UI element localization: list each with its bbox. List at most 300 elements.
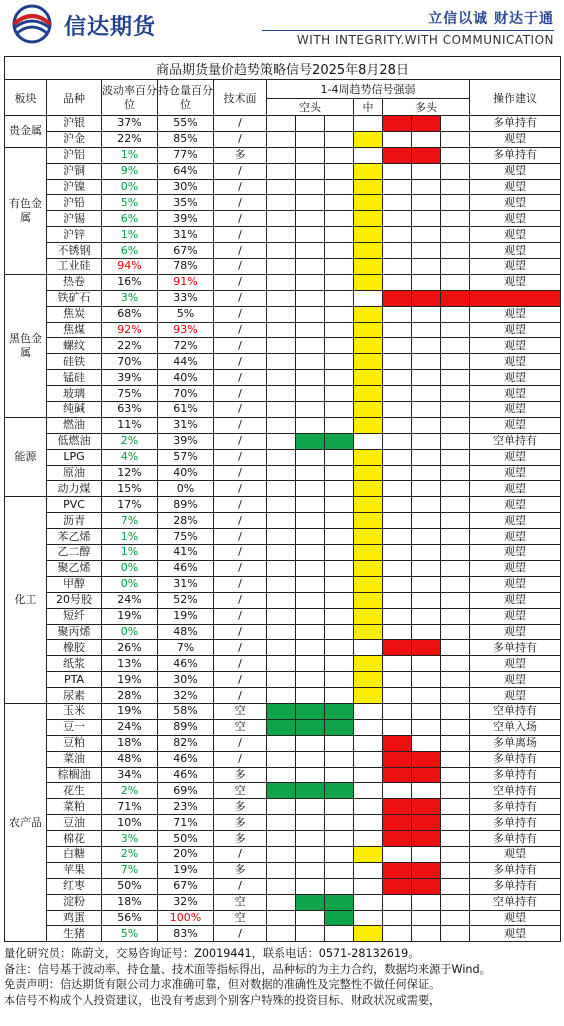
technical-cell: / — [214, 592, 267, 608]
signal-cell — [354, 831, 383, 847]
signal-cell — [296, 719, 325, 735]
signal-cell — [325, 163, 354, 179]
signal-cell — [267, 719, 296, 735]
signal-cell — [412, 831, 441, 847]
signal-cell — [412, 529, 441, 545]
signal-cell — [383, 338, 412, 354]
signal-cell — [412, 783, 441, 799]
signal-cell — [441, 259, 470, 275]
advice-cell: 观望 — [470, 402, 561, 418]
open-interest-cell: 67% — [158, 243, 214, 259]
signal-cell — [441, 846, 470, 862]
technical-cell: / — [214, 656, 267, 672]
signal-cell — [325, 274, 354, 290]
volatility-cell: 0% — [102, 576, 158, 592]
header-technical: 技术面 — [214, 80, 267, 116]
volatility-cell: 28% — [102, 688, 158, 704]
signal-cell — [383, 688, 412, 704]
open-interest-cell: 39% — [158, 433, 214, 449]
open-interest-cell: 78% — [158, 259, 214, 275]
signal-cell — [441, 926, 470, 942]
signal-cell — [296, 846, 325, 862]
technical-cell: 多 — [214, 815, 267, 831]
table-row — [5, 259, 561, 275]
variety-cell: 20号胶 — [47, 592, 102, 608]
variety-cell: 沪金 — [47, 131, 102, 147]
signal-cell — [267, 386, 296, 402]
signal-cell — [267, 831, 296, 847]
signal-cell — [267, 497, 296, 513]
variety-cell: 锰硅 — [47, 370, 102, 386]
signal-cell — [383, 910, 412, 926]
signal-cell — [441, 719, 470, 735]
signal-cell — [441, 767, 470, 783]
signal-cell — [325, 894, 354, 910]
table-row — [5, 545, 561, 561]
signal-cell — [441, 513, 470, 529]
signal-cell — [383, 290, 412, 306]
signal-cell — [383, 592, 412, 608]
signal-cell — [383, 672, 412, 688]
table-row — [5, 402, 561, 418]
advice-cell: 多单持有 — [470, 751, 561, 767]
signal-cell — [354, 274, 383, 290]
signal-cell — [412, 656, 441, 672]
signal-cell — [325, 751, 354, 767]
signal-cell — [412, 449, 441, 465]
signal-cell — [267, 433, 296, 449]
open-interest-cell: 67% — [158, 878, 214, 894]
advice-cell: 观望 — [470, 195, 561, 211]
signal-cell — [267, 417, 296, 433]
technical-cell: / — [214, 322, 267, 338]
signal-cell — [296, 227, 325, 243]
signal-cell — [383, 767, 412, 783]
signal-cell — [412, 370, 441, 386]
signal-cell — [267, 322, 296, 338]
signal-cell — [296, 290, 325, 306]
signal-cell — [354, 243, 383, 259]
signal-cell — [383, 370, 412, 386]
signal-cell — [354, 449, 383, 465]
advice-cell: 观望 — [470, 338, 561, 354]
variety-cell: 玻璃 — [47, 386, 102, 402]
signal-cell — [383, 560, 412, 576]
signal-cell — [354, 751, 383, 767]
volatility-cell: 3% — [102, 290, 158, 306]
table-row — [5, 386, 561, 402]
signal-cell — [325, 592, 354, 608]
signal-cell — [325, 735, 354, 751]
signal-cell — [325, 147, 354, 163]
signal-cell — [354, 799, 383, 815]
signal-cell — [296, 370, 325, 386]
signal-cell — [441, 910, 470, 926]
technical-cell: / — [214, 179, 267, 195]
page-header — [0, 0, 564, 52]
signal-cell — [412, 703, 441, 719]
signal-cell — [441, 449, 470, 465]
advice-cell: 多单离场 — [470, 735, 561, 751]
signal-cell — [412, 322, 441, 338]
signal-cell — [441, 116, 470, 132]
signal-cell — [383, 878, 412, 894]
open-interest-cell: 40% — [158, 370, 214, 386]
advice-cell: 观望 — [470, 910, 561, 926]
signal-cell — [325, 815, 354, 831]
signal-cell — [441, 211, 470, 227]
advice-cell: 观望 — [470, 576, 561, 592]
table-row — [5, 179, 561, 195]
variety-cell: 红枣 — [47, 878, 102, 894]
signal-cell — [267, 259, 296, 275]
signal-cell — [383, 846, 412, 862]
open-interest-cell: 70% — [158, 386, 214, 402]
signal-cell — [296, 910, 325, 926]
signal-cell — [325, 576, 354, 592]
signal-cell — [441, 338, 470, 354]
signal-cell — [383, 576, 412, 592]
variety-cell: 乙二醇 — [47, 545, 102, 561]
signal-cell — [383, 783, 412, 799]
table-row — [5, 640, 561, 656]
signal-cell — [412, 878, 441, 894]
header-volatility: 波动率百分位 — [102, 80, 158, 116]
signal-cell — [412, 735, 441, 751]
table-row — [5, 163, 561, 179]
signal-cell — [267, 306, 296, 322]
signal-cell — [267, 211, 296, 227]
technical-cell: / — [214, 640, 267, 656]
table-row — [5, 688, 561, 704]
signal-cell — [354, 163, 383, 179]
signal-cell — [441, 831, 470, 847]
signal-cell — [354, 402, 383, 418]
signal-cell — [412, 497, 441, 513]
variety-cell: 豆一 — [47, 719, 102, 735]
signal-cell — [325, 529, 354, 545]
signal-cell — [267, 560, 296, 576]
volatility-cell: 56% — [102, 910, 158, 926]
table-row — [5, 862, 561, 878]
advice-cell: 观望 — [470, 131, 561, 147]
signal-cell — [325, 131, 354, 147]
open-interest-cell: 55% — [158, 116, 214, 132]
signal-cell — [325, 545, 354, 561]
signal-cell — [296, 211, 325, 227]
header-sector: 板块 — [5, 80, 47, 116]
signal-cell — [296, 894, 325, 910]
advice-cell: 观望 — [470, 322, 561, 338]
signal-cell — [383, 322, 412, 338]
signal-cell — [267, 402, 296, 418]
signal-cell — [441, 306, 470, 322]
variety-cell: 工业硅 — [47, 259, 102, 275]
advice-cell: 观望 — [470, 672, 561, 688]
signal-cell — [412, 910, 441, 926]
signal-cell — [383, 354, 412, 370]
table-row — [5, 735, 561, 751]
open-interest-cell: 93% — [158, 322, 214, 338]
signal-cell — [383, 735, 412, 751]
signal-cell — [325, 624, 354, 640]
advice-cell: 观望 — [470, 274, 561, 290]
technical-cell: / — [214, 465, 267, 481]
advice-cell: 观望 — [470, 163, 561, 179]
signal-cell — [412, 481, 441, 497]
signal-cell — [412, 465, 441, 481]
volatility-cell: 24% — [102, 592, 158, 608]
table-row — [5, 481, 561, 497]
header-advice: 操作建议 — [470, 80, 561, 116]
table-title: 商品期货量价趋势策略信号2025年8月28日 — [5, 57, 561, 80]
signal-cell — [296, 878, 325, 894]
signal-cell — [383, 640, 412, 656]
technical-cell: / — [214, 243, 267, 259]
signal-cell — [325, 481, 354, 497]
signal-cell — [267, 465, 296, 481]
volatility-cell: 5% — [102, 195, 158, 211]
advice-cell: 观望 — [470, 449, 561, 465]
table-row — [5, 147, 561, 163]
variety-cell: 短纤 — [47, 608, 102, 624]
signal-cell — [412, 290, 441, 306]
signal-cell — [441, 703, 470, 719]
signal-cell — [325, 672, 354, 688]
table-row — [5, 576, 561, 592]
technical-cell: / — [214, 624, 267, 640]
signal-cell — [383, 894, 412, 910]
technical-cell: / — [214, 846, 267, 862]
technical-cell: / — [214, 672, 267, 688]
open-interest-cell: 31% — [158, 417, 214, 433]
volatility-cell: 6% — [102, 243, 158, 259]
volatility-cell: 70% — [102, 354, 158, 370]
signal-cell — [267, 513, 296, 529]
open-interest-cell: 20% — [158, 846, 214, 862]
signal-cell — [267, 545, 296, 561]
signal-cell — [325, 910, 354, 926]
header-open-interest: 持仓量百分位 — [158, 80, 214, 116]
technical-cell: / — [214, 386, 267, 402]
advice-cell: 空单持有 — [470, 783, 561, 799]
technical-cell: / — [214, 306, 267, 322]
signal-cell — [412, 926, 441, 942]
volatility-cell: 12% — [102, 465, 158, 481]
signal-cell — [412, 513, 441, 529]
signal-cell — [441, 529, 470, 545]
signal-cell — [354, 592, 383, 608]
open-interest-cell: 46% — [158, 656, 214, 672]
signal-cell — [354, 640, 383, 656]
advice-cell: 观望 — [470, 465, 561, 481]
signal-cell — [325, 338, 354, 354]
signal-cell — [441, 815, 470, 831]
signal-cell — [296, 163, 325, 179]
signal-cell — [325, 846, 354, 862]
signal-cell — [325, 862, 354, 878]
signal-cell — [354, 195, 383, 211]
variety-cell: 沪银 — [47, 116, 102, 132]
technical-cell: / — [214, 926, 267, 942]
signal-cell — [412, 195, 441, 211]
signal-cell — [441, 163, 470, 179]
advice-cell: 空单入场 — [470, 719, 561, 735]
advice-cell: 观望 — [470, 481, 561, 497]
slogan-en: WITH INTEGRITY.WITH COMMUNICATION — [296, 33, 554, 47]
signal-cell — [441, 894, 470, 910]
open-interest-cell: 61% — [158, 402, 214, 418]
signal-cell — [441, 147, 470, 163]
advice-cell: 观望 — [470, 545, 561, 561]
signal-cell — [383, 386, 412, 402]
volatility-cell: 75% — [102, 386, 158, 402]
signal-cell — [412, 688, 441, 704]
signal-cell — [383, 306, 412, 322]
table-row — [5, 433, 561, 449]
signal-cell — [354, 735, 383, 751]
signal-cell — [354, 608, 383, 624]
signal-cell — [354, 259, 383, 275]
signal-cell — [354, 545, 383, 561]
variety-cell: 硅铁 — [47, 354, 102, 370]
signal-cell — [441, 624, 470, 640]
signal-cell — [354, 719, 383, 735]
open-interest-cell: 19% — [158, 862, 214, 878]
signal-cell — [325, 831, 354, 847]
technical-cell: / — [214, 878, 267, 894]
signal-cell — [441, 402, 470, 418]
signal-cell — [412, 719, 441, 735]
signal-cell — [412, 354, 441, 370]
signal-cell — [296, 767, 325, 783]
signal-cell — [325, 926, 354, 942]
volatility-cell: 2% — [102, 783, 158, 799]
technical-cell: 多 — [214, 147, 267, 163]
signal-cell — [296, 465, 325, 481]
signal-cell — [354, 767, 383, 783]
signal-cell — [325, 386, 354, 402]
signal-cell — [354, 354, 383, 370]
advice-cell: 多单持有 — [470, 862, 561, 878]
signal-cell — [383, 402, 412, 418]
signal-cell — [325, 417, 354, 433]
open-interest-cell: 75% — [158, 529, 214, 545]
open-interest-cell: 30% — [158, 672, 214, 688]
technical-cell: 多 — [214, 799, 267, 815]
advice-cell: 多单持有 — [470, 147, 561, 163]
technical-cell: 空 — [214, 783, 267, 799]
signal-cell — [325, 656, 354, 672]
signal-cell — [441, 370, 470, 386]
signal-cell — [412, 243, 441, 259]
signal-cell — [267, 592, 296, 608]
signal-cell — [412, 815, 441, 831]
technical-cell: / — [214, 433, 267, 449]
advice-cell: 观望 — [470, 560, 561, 576]
table-row — [5, 767, 561, 783]
signal-cell — [354, 338, 383, 354]
advice-cell: 观望 — [470, 497, 561, 513]
open-interest-cell: 82% — [158, 735, 214, 751]
table-row — [5, 656, 561, 672]
table-row — [5, 894, 561, 910]
sector-cell: 能源 — [5, 417, 47, 496]
table-row — [5, 354, 561, 370]
signal-cell — [267, 274, 296, 290]
signal-cell — [441, 131, 470, 147]
sector-cell: 黑色金属 — [5, 274, 47, 417]
signal-cell — [267, 862, 296, 878]
volatility-cell: 7% — [102, 862, 158, 878]
signal-cell — [383, 163, 412, 179]
technical-cell: / — [214, 513, 267, 529]
advice-cell: 观望 — [470, 386, 561, 402]
signal-cell — [383, 131, 412, 147]
open-interest-cell: 91% — [158, 274, 214, 290]
open-interest-cell: 46% — [158, 560, 214, 576]
signal-cell — [296, 703, 325, 719]
variety-cell: 聚乙烯 — [47, 560, 102, 576]
signal-cell — [354, 846, 383, 862]
open-interest-cell: 89% — [158, 497, 214, 513]
advice-cell: 多单持有 — [470, 767, 561, 783]
signal-cell — [296, 131, 325, 147]
signal-cell — [383, 703, 412, 719]
technical-cell: / — [214, 608, 267, 624]
table-row — [5, 274, 561, 290]
variety-cell: PTA — [47, 672, 102, 688]
variety-cell: 菜粕 — [47, 799, 102, 815]
signal-cell — [412, 163, 441, 179]
volatility-cell: 1% — [102, 147, 158, 163]
signal-cell — [412, 116, 441, 132]
signal-cell — [267, 290, 296, 306]
volatility-cell: 16% — [102, 274, 158, 290]
signal-cell — [441, 783, 470, 799]
technical-cell: 多 — [214, 862, 267, 878]
signal-cell — [354, 529, 383, 545]
signal-cell — [296, 592, 325, 608]
variety-cell: 菜油 — [47, 751, 102, 767]
open-interest-cell: 28% — [158, 513, 214, 529]
signal-cell — [354, 116, 383, 132]
signal-cell — [412, 862, 441, 878]
volatility-cell: 18% — [102, 894, 158, 910]
signal-cell — [383, 799, 412, 815]
signal-cell — [267, 735, 296, 751]
advice-cell: 观望 — [470, 417, 561, 433]
signal-cell — [354, 131, 383, 147]
variety-cell: 低燃油 — [47, 433, 102, 449]
volatility-cell: 10% — [102, 815, 158, 831]
open-interest-cell: 30% — [158, 179, 214, 195]
open-interest-cell: 31% — [158, 227, 214, 243]
variety-cell: 棉花 — [47, 831, 102, 847]
signal-cell — [441, 386, 470, 402]
signal-cell — [383, 481, 412, 497]
volatility-cell: 18% — [102, 735, 158, 751]
variety-cell: 甲醇 — [47, 576, 102, 592]
variety-cell: 铁矿石 — [47, 290, 102, 306]
variety-cell: 鸡蛋 — [47, 910, 102, 926]
signal-cell — [412, 417, 441, 433]
technical-cell: / — [214, 481, 267, 497]
signal-cell — [267, 179, 296, 195]
signal-cell — [354, 497, 383, 513]
signal-cell — [296, 815, 325, 831]
advice-cell: 观望 — [470, 370, 561, 386]
